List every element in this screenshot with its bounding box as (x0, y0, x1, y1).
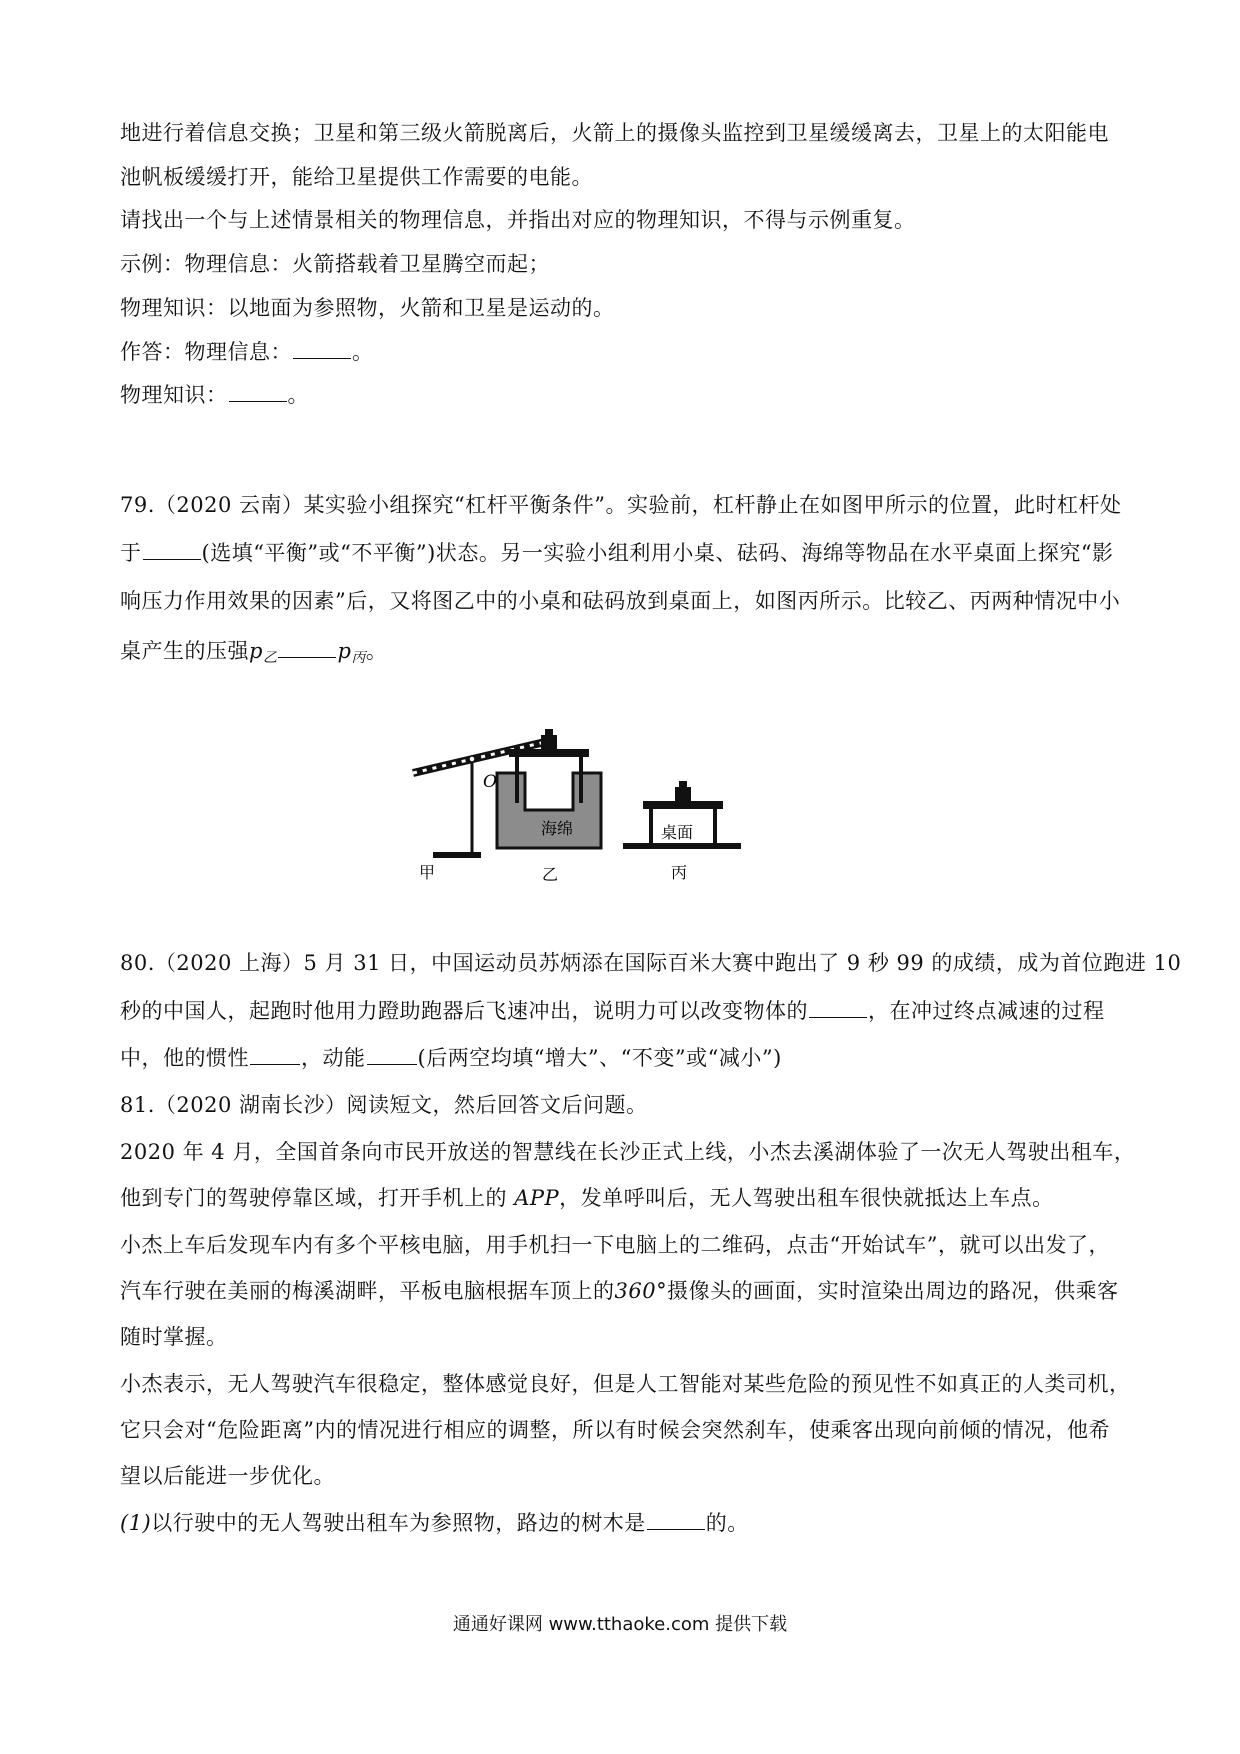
text-segment: 的。 (705, 1511, 749, 1535)
answer-prefix: 物理知识： (120, 383, 228, 407)
pivot-label: O (483, 772, 497, 792)
desk-surface (623, 843, 741, 849)
text-segment: (后两空均填“增大”、“不变”或“减小”) (417, 1046, 782, 1070)
question-81-line: 81.（2020 湖南长沙）阅读短文，然后回答文后问题。 (120, 1093, 648, 1117)
pressure-subscript: 乙 (262, 650, 278, 666)
answer-blank (229, 381, 287, 402)
pressure-symbol: p (249, 639, 263, 663)
sub-question-line (120, 1508, 1130, 1538)
pressure-symbol: p (337, 639, 352, 663)
text-segment: 以行驶中的无人驾驶出租车为参照物，路边的树木是 (151, 1511, 646, 1535)
text-segment: (选填“平衡”或“不平衡”)状态。另一实验小组利用小桌、砝码、海绵等物品在水平桌面上探究“影 (201, 541, 1114, 565)
text-segment: 于 (120, 541, 142, 565)
text-segment: 摄像头的画面，实时渲染出周边的路况，供乘客 (667, 1279, 1119, 1303)
passage-line: 2020 年 4 月，全国首条向市民开放送的智慧线在长沙正式上线，小杰去溪湖体验了一次无人驾驶出租车， (120, 1140, 1136, 1164)
question-79-line: 响压力作用效果的因素”后，又将图乙中的小桌和砝码放到桌面上，如图丙所示。比较乙、丙两种情况中小 (120, 589, 1121, 613)
answer-line (120, 337, 1130, 367)
passage-line: 小杰上车后发现车内有多个平核电脑，用手机扫一下电脑上的二维码，点击“开始试车”，就可以出发了， (120, 1233, 1110, 1257)
weight-knob (545, 729, 553, 736)
experiment-figure (405, 715, 845, 885)
text-segment: 他到专门的驾驶停靠区域，打开手机上的 (120, 1186, 515, 1210)
text-segment: 。 (365, 639, 388, 663)
text-line: 地进行着信息交换；卫星和第三级火箭脱离后，火箭上的摄像头监控到卫星缓缓离去，卫星上的太阳能电 (120, 121, 1109, 145)
page-footer: 通通好课网 www.tthaoke.com 提供下载 (452, 1614, 788, 1635)
passage-line: 望以后能进一步优化。 (120, 1464, 335, 1488)
text-segment: ，发单呼叫后，无人驾驶出租车很快就抵达上车点。 (559, 1186, 1054, 1210)
table-top (643, 801, 723, 809)
pivot-point (469, 756, 475, 762)
answer-blank (293, 338, 351, 359)
text-line: 示例：物理信息：火箭搭载着卫星腾空而起； (120, 252, 550, 276)
weight-knob (679, 781, 687, 788)
caption-yi: 乙 (542, 865, 559, 884)
text-segment: 秒的中国人，起跑时他用力蹬助跑器后飞速冲出，说明力可以改变物体的 (120, 999, 808, 1023)
text-line: 物理知识：以地面为参照物，火箭和卫星是运动的。 (120, 296, 615, 320)
caption-bing: 丙 (671, 863, 688, 882)
degree-term: 360° (614, 1279, 668, 1303)
text-segment: 汽车行驶在美丽的梅溪湖畔，平板电脑根据车顶上的 (120, 1279, 615, 1303)
answer-prefix: 作答：物理信息： (120, 340, 292, 364)
weight (675, 787, 691, 801)
question-79-line (120, 636, 1130, 673)
text-segment: 桌产生的压强 (120, 639, 249, 663)
desk-label: 桌面 (661, 823, 694, 842)
answer-blank (367, 1044, 417, 1065)
text-segment: ，动能 (301, 1046, 366, 1070)
sponge-label: 海绵 (541, 819, 574, 838)
answer-blank (809, 997, 867, 1018)
passage-line (120, 1276, 1130, 1306)
app-term: APP (514, 1186, 560, 1210)
answer-blank (250, 1044, 300, 1065)
sub-question-number: (1) (120, 1511, 152, 1535)
answer-suffix: 。 (287, 383, 309, 407)
passage-line: 它只会对“危险距离”内的情况进行相应的调整，所以有时候会突然刹车，使乘客出现向前倾的情况，他希 (120, 1418, 1110, 1442)
passage-line (120, 1183, 1130, 1213)
question-80-line (120, 996, 1130, 1026)
weight (541, 735, 557, 749)
answer-suffix: 。 (352, 340, 374, 364)
stand-base (433, 852, 481, 858)
passage-line: 随时掌握。 (120, 1325, 228, 1349)
caption-jia: 甲 (419, 863, 436, 882)
passage-line: 小杰表示，无人驾驶汽车很稳定，整体感觉良好，但是人工智能对某些危险的预见性不如真正的人类司机， (120, 1372, 1131, 1396)
question-80-line: 80.（2020 上海）5 月 31 日，中国运动员苏炳添在国际百米大赛中跑出了 9 秒 99 的成绩，成为首位跑进 10 (120, 951, 1182, 975)
answer-blank (278, 637, 336, 658)
answer-blank (143, 539, 201, 560)
text-segment: 中，他的惯性 (120, 1046, 249, 1070)
text-line: 池帆板缓缓打开，能给卫星提供工作需要的电能。 (120, 165, 593, 189)
answer-blank (647, 1509, 705, 1530)
question-80-line (120, 1043, 1130, 1073)
desk-table-diagram (623, 781, 741, 849)
text-segment: ，在冲过终点减速的过程 (868, 999, 1105, 1023)
pressure-subscript: 丙 (351, 650, 366, 666)
answer-line (120, 380, 1130, 410)
question-79-line: 79.（2020 云南）某实验小组探究“杠杆平衡条件”。实验前，杠杆静止在如图甲所示的位置，此时杠杆处 (120, 493, 1122, 517)
question-79-line (120, 538, 1130, 568)
table-top (509, 749, 589, 757)
text-line: 请找出一个与上述情景相关的物理信息，并指出对应的物理知识，不得与示例重复。 (120, 208, 916, 232)
